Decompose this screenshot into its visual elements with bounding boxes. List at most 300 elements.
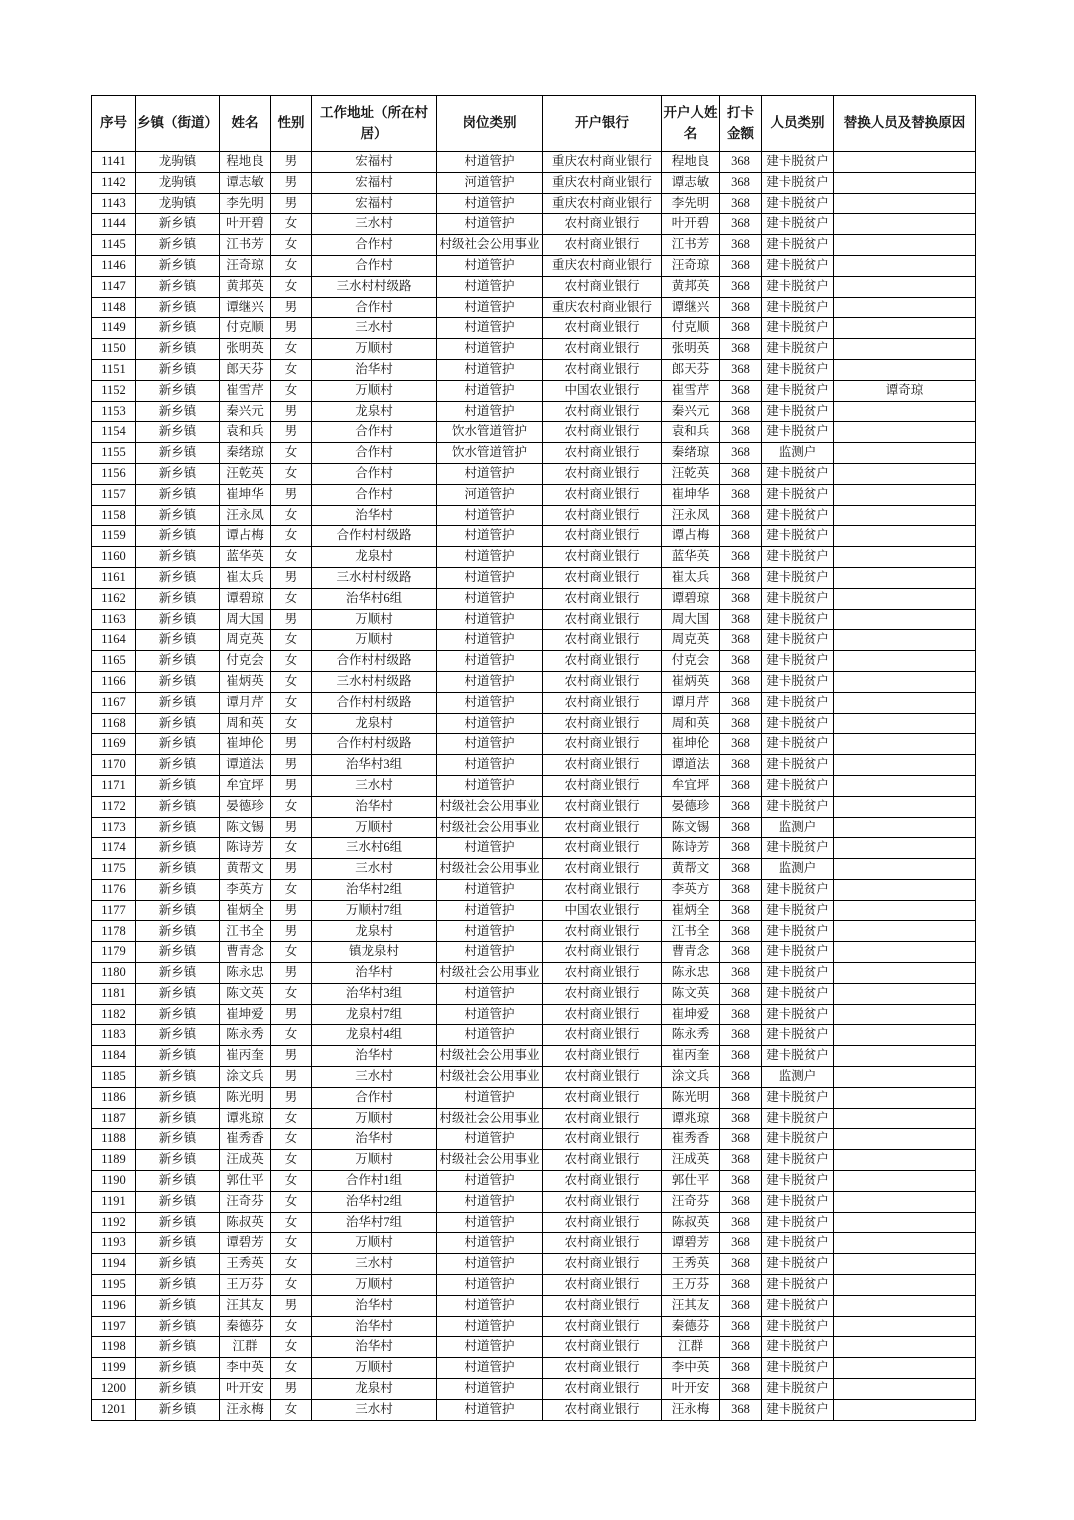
table-cell: 1143 [92,193,136,214]
table-cell: 农村商业银行 [543,463,662,484]
table-cell: 农村商业银行 [543,1337,662,1358]
table-cell: 新乡镇 [136,1212,220,1233]
table-cell [834,1150,976,1171]
table-row [92,463,976,484]
table-cell: 中国农业银行 [543,900,662,921]
table-cell: 村道管护 [437,942,543,963]
table-cell: 368 [720,963,762,984]
table-cell: 新乡镇 [136,1254,220,1275]
table-cell: 村道管护 [437,463,543,484]
table-cell: 龙泉村 [312,401,437,422]
table-cell: 陈诗芳 [662,838,720,859]
table-cell [834,1316,976,1337]
table-cell: 368 [720,983,762,1004]
table-cell: 1187 [92,1108,136,1129]
table-cell: 368 [720,900,762,921]
table-cell: 新乡镇 [136,713,220,734]
table-cell: 新乡镇 [136,671,220,692]
table-cell: 368 [720,1129,762,1150]
table-cell: 368 [720,671,762,692]
table-cell: 新乡镇 [136,1108,220,1129]
table-cell: 368 [720,942,762,963]
table-cell: 陈诗芳 [220,838,271,859]
table-cell: 付克会 [662,651,720,672]
table-cell: 建卡脱贫户 [762,526,834,547]
table-cell: 崔炳英 [220,671,271,692]
table-cell: 368 [720,276,762,297]
table-cell: 万顺村7组 [312,900,437,921]
table-cell [834,1067,976,1088]
table-cell: 新乡镇 [136,879,220,900]
table-cell: 陈光明 [662,1087,720,1108]
table-cell: 村道管护 [437,609,543,630]
table-cell: 李中英 [662,1358,720,1379]
table-cell: 江书全 [220,921,271,942]
table-cell: 1162 [92,588,136,609]
table-cell: 谭志敏 [220,172,271,193]
table-cell: 谭占梅 [662,526,720,547]
table-cell: 建卡脱贫户 [762,463,834,484]
table-cell: 三水村村级路 [312,567,437,588]
table-cell: 1177 [92,900,136,921]
table-cell: 建卡脱贫户 [762,1025,834,1046]
column-header: 开户人姓名 [662,96,720,152]
table-cell: 农村商业银行 [543,318,662,339]
table-cell: 1170 [92,755,136,776]
table-cell: 村道管护 [437,1004,543,1025]
table-cell: 1141 [92,152,136,173]
table-cell [834,1275,976,1296]
table-cell: 付克顺 [662,318,720,339]
table-cell: 万顺村 [312,817,437,838]
table-cell [834,422,976,443]
table-cell: 368 [720,1150,762,1171]
table-cell [834,796,976,817]
table-cell [834,1046,976,1067]
table-cell: 男 [271,318,312,339]
table-cell: 农村商业银行 [543,567,662,588]
table-cell: 汪其友 [662,1295,720,1316]
table-cell [834,193,976,214]
table-cell: 治华村3组 [312,983,437,1004]
table-row [92,734,976,755]
table-cell: 建卡脱贫户 [762,1004,834,1025]
table-cell: 新乡镇 [136,1004,220,1025]
table-cell: 女 [271,879,312,900]
column-header: 序号 [92,96,136,152]
table-cell: 秦兴元 [662,401,720,422]
table-cell: 郎天芬 [220,359,271,380]
table-cell: 女 [271,1108,312,1129]
table-cell: 1158 [92,505,136,526]
table-cell: 治华村6组 [312,588,437,609]
table-cell: 368 [720,235,762,256]
table-row [92,505,976,526]
table-cell: 陈叔英 [220,1212,271,1233]
table-cell: 1179 [92,942,136,963]
table-cell: 三水村 [312,318,437,339]
table-cell: 新乡镇 [136,255,220,276]
table-cell: 秦德芬 [220,1316,271,1337]
table-row [92,526,976,547]
table-cell: 农村商业银行 [543,1233,662,1254]
table-row [92,380,976,401]
table-cell: 村级社会公用事业 [437,1046,543,1067]
table-cell: 女 [271,1233,312,1254]
table-row [92,422,976,443]
table-cell: 饮水管道管护 [437,443,543,464]
table-cell: 崔太兵 [662,567,720,588]
table-cell: 368 [720,255,762,276]
table-cell: 女 [271,1129,312,1150]
table-cell [834,1108,976,1129]
table-cell: 1173 [92,817,136,838]
table-cell: 368 [720,1358,762,1379]
table-cell: 1149 [92,318,136,339]
table-cell: 村道管护 [437,401,543,422]
table-cell: 建卡脱贫户 [762,1358,834,1379]
table-cell: 新乡镇 [136,588,220,609]
table-cell: 汪永凤 [662,505,720,526]
table-cell: 村道管护 [437,359,543,380]
table-cell: 合作村村级路 [312,651,437,672]
table-cell: 农村商业银行 [543,235,662,256]
table-cell: 男 [271,900,312,921]
table-cell: 368 [720,567,762,588]
table-row [92,359,976,380]
table-cell: 农村商业银行 [543,1212,662,1233]
table-cell: 农村商业银行 [543,630,662,651]
table-cell [834,401,976,422]
table-row [92,983,976,1004]
table-cell: 建卡脱贫户 [762,1087,834,1108]
table-cell: 女 [271,526,312,547]
table-cell: 1148 [92,297,136,318]
table-cell: 368 [720,505,762,526]
table-cell: 368 [720,692,762,713]
table-cell: 村道管护 [437,1129,543,1150]
table-row [92,1295,976,1316]
table-cell: 合作村 [312,235,437,256]
table-cell [834,1254,976,1275]
table-cell: 治华村7组 [312,1212,437,1233]
table-cell: 汪成英 [220,1150,271,1171]
table-cell: 建卡脱贫户 [762,1129,834,1150]
table-cell: 368 [720,1212,762,1233]
table-cell [834,671,976,692]
table-cell: 崔坤华 [662,484,720,505]
table-row [92,942,976,963]
table-cell [834,755,976,776]
table-cell: 建卡脱贫户 [762,380,834,401]
table-cell: 建卡脱贫户 [762,1212,834,1233]
table-cell: 谭占梅 [220,526,271,547]
table-cell: 1151 [92,359,136,380]
table-cell: 曹青念 [662,942,720,963]
table-row [92,921,976,942]
table-cell: 陈叔英 [662,1212,720,1233]
table-cell: 女 [271,463,312,484]
table-cell: 建卡脱贫户 [762,983,834,1004]
table-cell: 村道管护 [437,1087,543,1108]
table-cell: 1175 [92,859,136,880]
table-cell: 农村商业银行 [543,1191,662,1212]
table-cell: 368 [720,1087,762,1108]
table-cell: 1142 [92,172,136,193]
table-cell: 三水村 [312,775,437,796]
table-cell: 三水村6组 [312,838,437,859]
table-cell: 农村商业银行 [543,859,662,880]
table-cell: 龙驹镇 [136,193,220,214]
table-cell: 农村商业银行 [543,1108,662,1129]
table-cell: 治华村 [312,1337,437,1358]
table-cell: 农村商业银行 [543,775,662,796]
table-cell [834,1171,976,1192]
table-cell: 农村商业银行 [543,755,662,776]
table-cell: 龙驹镇 [136,152,220,173]
table-cell: 368 [720,1191,762,1212]
table-cell [834,505,976,526]
table-cell: 程地良 [662,152,720,173]
table-cell: 1160 [92,547,136,568]
table-cell: 新乡镇 [136,443,220,464]
table-cell: 1188 [92,1129,136,1150]
table-cell: 崔丙奎 [662,1046,720,1067]
table-cell: 368 [720,630,762,651]
table-cell: 女 [271,1399,312,1420]
table-cell: 村道管护 [437,276,543,297]
table-cell: 1144 [92,214,136,235]
table-cell: 村道管护 [437,1254,543,1275]
table-cell: 袁和兵 [220,422,271,443]
table-cell: 新乡镇 [136,1171,220,1192]
table-row [92,1379,976,1400]
table-cell: 中国农业银行 [543,380,662,401]
table-cell: 治华村 [312,1295,437,1316]
table-cell: 女 [271,838,312,859]
table-cell: 农村商业银行 [543,359,662,380]
table-cell: 女 [271,380,312,401]
table-cell: 建卡脱贫户 [762,796,834,817]
table-cell: 合作村村级路 [312,692,437,713]
table-cell: 368 [720,172,762,193]
table-cell: 建卡脱贫户 [762,235,834,256]
table-cell [834,318,976,339]
table-row [92,859,976,880]
table-cell [834,838,976,859]
table-cell: 农村商业银行 [543,443,662,464]
table-cell: 村道管护 [437,1399,543,1420]
table-cell: 1145 [92,235,136,256]
table-cell: 新乡镇 [136,1150,220,1171]
table-cell: 1189 [92,1150,136,1171]
table-cell: 女 [271,255,312,276]
table-row [92,152,976,173]
table-cell: 宏福村 [312,152,437,173]
table-cell: 368 [720,401,762,422]
table-cell: 新乡镇 [136,1295,220,1316]
table-row [92,609,976,630]
table-cell: 368 [720,1025,762,1046]
table-cell: 秦德芬 [662,1316,720,1337]
table-cell: 新乡镇 [136,463,220,484]
table-cell: 新乡镇 [136,1087,220,1108]
table-cell: 368 [720,1316,762,1337]
table-row [92,713,976,734]
table-cell: 牟宜坪 [220,775,271,796]
table-cell: 1150 [92,339,136,360]
table-cell: 女 [271,588,312,609]
table-cell: 农村商业银行 [543,1004,662,1025]
table-cell: 建卡脱贫户 [762,1046,834,1067]
table-cell: 368 [720,1337,762,1358]
table-cell [834,276,976,297]
table-cell: 农村商业银行 [543,1171,662,1192]
table-cell: 1196 [92,1295,136,1316]
table-cell: 1146 [92,255,136,276]
table-cell: 合作村村级路 [312,734,437,755]
table-cell: 汪奇芬 [662,1191,720,1212]
table-cell: 治华村 [312,796,437,817]
table-cell: 女 [271,214,312,235]
table-cell: 新乡镇 [136,609,220,630]
table-cell: 男 [271,609,312,630]
table-cell: 建卡脱贫户 [762,547,834,568]
table-cell: 王秀英 [662,1254,720,1275]
table-cell: 368 [720,1379,762,1400]
table-cell: 程地良 [220,152,271,173]
table-cell: 368 [720,796,762,817]
table-cell: 女 [271,339,312,360]
table-cell: 男 [271,1046,312,1067]
table-cell: 男 [271,755,312,776]
table-cell: 谭碧琼 [662,588,720,609]
table-cell [834,609,976,630]
table-cell: 江书全 [662,921,720,942]
table-cell: 女 [271,1254,312,1275]
table-cell: 谭月芹 [662,692,720,713]
table-cell: 周大国 [662,609,720,630]
table-cell: 1194 [92,1254,136,1275]
table-cell: 368 [720,547,762,568]
table-cell: 建卡脱贫户 [762,505,834,526]
table-cell: 男 [271,172,312,193]
table-cell: 1190 [92,1171,136,1192]
table-cell: 村道管护 [437,921,543,942]
table-cell: 村道管护 [437,692,543,713]
table-cell: 重庆农村商业银行 [543,152,662,173]
table-cell: 牟宜坪 [662,775,720,796]
table-cell: 崔坤伦 [220,734,271,755]
table-row [92,879,976,900]
table-cell: 新乡镇 [136,359,220,380]
table-cell: 万顺村 [312,339,437,360]
table-cell: 建卡脱贫户 [762,1316,834,1337]
table-cell: 村道管护 [437,713,543,734]
table-cell: 秦兴元 [220,401,271,422]
table-cell: 村道管护 [437,339,543,360]
table-cell: 农村商业银行 [543,1129,662,1150]
table-row [92,339,976,360]
table-row [92,838,976,859]
table-cell: 农村商业银行 [543,796,662,817]
table-cell: 建卡脱贫户 [762,484,834,505]
table-cell: 监测户 [762,817,834,838]
table-cell: 崔坤伦 [662,734,720,755]
table-cell: 男 [271,775,312,796]
table-cell: 建卡脱贫户 [762,588,834,609]
table-cell: 女 [271,1337,312,1358]
table-cell: 崔坤爱 [662,1004,720,1025]
table-cell: 晏德珍 [220,796,271,817]
table-cell: 368 [720,526,762,547]
table-cell: 新乡镇 [136,983,220,1004]
table-cell: 周克英 [662,630,720,651]
table-cell: 农村商业银行 [543,817,662,838]
table-cell: 368 [720,1254,762,1275]
table-cell: 农村商业银行 [543,1254,662,1275]
table-cell: 1164 [92,630,136,651]
table-cell: 新乡镇 [136,505,220,526]
table-row [92,1212,976,1233]
table-row [92,318,976,339]
table-cell: 村级社会公用事业 [437,1067,543,1088]
table-cell: 1183 [92,1025,136,1046]
table-cell: 女 [271,1191,312,1212]
table-cell: 村道管护 [437,193,543,214]
table-cell: 1154 [92,422,136,443]
table-cell: 新乡镇 [136,1191,220,1212]
table-row [92,1108,976,1129]
table-cell: 治华村 [312,1129,437,1150]
table-cell: 新乡镇 [136,838,220,859]
table-cell: 新乡镇 [136,235,220,256]
table-cell: 建卡脱贫户 [762,879,834,900]
table-cell: 蓝华英 [220,547,271,568]
table-cell: 1181 [92,983,136,1004]
table-cell: 建卡脱贫户 [762,734,834,755]
table-cell: 1180 [92,963,136,984]
table-cell: 李英方 [662,879,720,900]
table-cell: 村道管护 [437,1358,543,1379]
table-cell: 1176 [92,879,136,900]
table-header [92,96,976,152]
table-cell: 1155 [92,443,136,464]
table-cell: 村级社会公用事业 [437,963,543,984]
table-cell: 崔秀香 [662,1129,720,1150]
table-row [92,255,976,276]
table-cell: 村级社会公用事业 [437,235,543,256]
table-cell: 村道管护 [437,1191,543,1212]
table-cell: 村道管护 [437,1171,543,1192]
table-cell: 周和英 [662,713,720,734]
table-row [92,484,976,505]
table-cell: 龙泉村 [312,713,437,734]
table-row [92,214,976,235]
table-cell: 崔雪芹 [220,380,271,401]
table-cell: 汪奇琼 [220,255,271,276]
table-cell: 368 [720,755,762,776]
table-cell: 368 [720,1004,762,1025]
table-cell: 男 [271,963,312,984]
table-cell: 男 [271,1087,312,1108]
table-cell: 黄帮文 [662,859,720,880]
table-cell: 建卡脱贫户 [762,1108,834,1129]
table-cell: 1147 [92,276,136,297]
table-cell: 汪其友 [220,1295,271,1316]
table-cell: 368 [720,297,762,318]
table-cell: 李先明 [220,193,271,214]
